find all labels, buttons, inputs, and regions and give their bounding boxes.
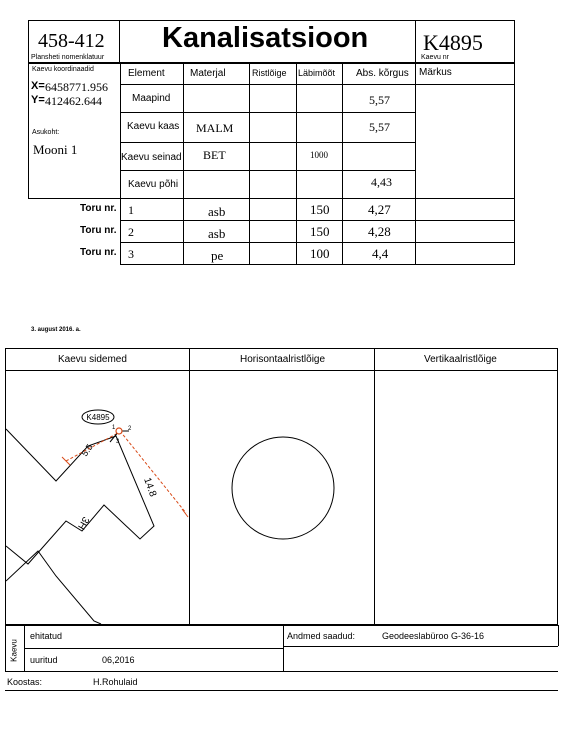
well-symbol <box>116 428 122 434</box>
pipe-number: 1 <box>128 203 134 217</box>
table-line <box>120 112 415 113</box>
building-outline-lower <box>6 551 101 624</box>
col-header-material: Materjal <box>190 68 226 79</box>
pipe-label: Toru nr. <box>80 247 117 258</box>
coords-label: Kaevu koordinaadid <box>32 66 94 73</box>
row-element: Kaevu seinad <box>121 152 182 163</box>
row-height: 5,57 <box>369 120 390 134</box>
well-label: Kaevu nr <box>421 54 450 61</box>
header-divider-2 <box>415 20 416 64</box>
panel-title-connections: Kaevu sidemed <box>58 354 127 365</box>
pipe-number: 2 <box>128 225 134 239</box>
row-element: Maapind <box>132 93 171 104</box>
x-prefix: X= <box>31 80 45 92</box>
footer-top-line <box>5 625 558 626</box>
pipe-material: pe <box>211 248 224 263</box>
table-line <box>28 198 515 199</box>
footer-row-divider <box>24 648 283 649</box>
footer-bottom-line <box>5 671 558 672</box>
pipe-num-label: 3 <box>116 439 120 445</box>
row-material: MALM <box>196 121 234 135</box>
row-material: BET <box>203 148 226 162</box>
footer-surveyed-label: uuritud <box>30 655 58 665</box>
pipe-material: asb <box>208 204 226 219</box>
pipe-height: 4,28 <box>368 224 391 239</box>
header-divider-1 <box>119 20 120 64</box>
dimension-line-2 <box>120 431 186 513</box>
footer-mid-divider <box>283 625 284 671</box>
pipe-num-label: 2 <box>128 426 132 432</box>
well-id: K4895 <box>423 30 483 55</box>
pipe-diameter: 150 <box>310 202 330 217</box>
drawings-divider-2 <box>374 348 375 625</box>
row-diameter: 1000 <box>310 150 328 160</box>
row-height: 4,43 <box>371 175 392 189</box>
table-line <box>296 64 297 264</box>
col-header-element: Element <box>128 68 165 79</box>
building-label: 3H <box>75 514 91 532</box>
pipe-num-label: 1 <box>112 425 116 431</box>
row-height: 5,57 <box>369 93 390 107</box>
footer-compiler-value: H.Rohulaid <box>93 677 138 687</box>
horizontal-section <box>190 371 374 624</box>
footer-side-label: Kaevu <box>9 639 19 662</box>
footer-source-value: Geodeeslabüroo G-36-16 <box>382 631 485 641</box>
pipe-material: asb <box>208 226 226 241</box>
table-line <box>120 242 515 243</box>
pipe-height: 4,4 <box>372 246 389 261</box>
footer-surveyed-value: 06,2016 <box>102 655 135 665</box>
document-date: 3. august 2016. a. <box>31 327 81 333</box>
well-circle <box>232 437 334 539</box>
x-coordinate: 6458771.956 <box>45 80 108 94</box>
pipe-label: Toru nr. <box>80 225 117 236</box>
dimension-label-long: 14.8 <box>141 476 159 499</box>
y-prefix: Y= <box>31 94 45 106</box>
table-line <box>249 64 250 264</box>
col-header-diameter: Läbimõõt <box>298 68 336 78</box>
footer-source-label: Andmed saadud: <box>287 631 356 641</box>
well-connections-sketch <box>6 371 189 624</box>
pipe-diameter: 100 <box>310 246 330 261</box>
page-title: Kanalisatsioon <box>162 22 369 54</box>
table-line <box>415 64 416 264</box>
row-element: Kaevu kaas <box>127 121 180 132</box>
dimension-tick <box>62 457 70 465</box>
panel-title-horizontal: Horisontaalristlõige <box>240 354 326 365</box>
sheet-label: Plansheti nomenklatuur <box>31 54 105 61</box>
panel-title-vertical: Vertikaalristlõige <box>424 354 497 365</box>
table-line <box>120 142 415 143</box>
col-header-note: Märkus <box>419 67 452 78</box>
footer-compiler-line <box>5 690 558 691</box>
table-line <box>183 64 184 264</box>
col-header-height: Abs. kõrgus <box>356 68 409 79</box>
well-tag: K4895 <box>86 413 110 422</box>
footer-right-border <box>558 625 559 646</box>
col-header-cross: Ristlõige <box>252 68 287 78</box>
footer-built-label: ehitatud <box>30 631 63 641</box>
dimension-label-short: 5.5 <box>79 442 95 459</box>
pipe-number: 3 <box>128 247 134 261</box>
pipe-label: Toru nr. <box>80 203 117 214</box>
left-panel-border <box>28 64 29 198</box>
table-line <box>120 170 415 171</box>
table-line <box>120 220 515 221</box>
table-line <box>120 264 515 265</box>
table-line <box>120 64 121 264</box>
y-coordinate: 412462.644 <box>45 94 102 108</box>
location-label: Asukoht: <box>32 129 60 136</box>
pipe-height: 4,27 <box>368 202 391 217</box>
building-outline <box>6 429 154 564</box>
pipe-diameter: 150 <box>310 224 330 239</box>
footer-compiler-label: Koostas: <box>7 677 43 687</box>
location-value: Mooni 1 <box>33 142 78 157</box>
dimension-tick <box>182 509 188 517</box>
sheet-number: 458-412 <box>38 30 105 52</box>
row-element: Kaevu põhi <box>128 179 179 190</box>
footer-left-border <box>5 625 6 671</box>
footer-source-underline <box>283 646 558 647</box>
table-line <box>514 64 515 264</box>
table-line <box>342 64 343 264</box>
table-line <box>120 84 515 85</box>
